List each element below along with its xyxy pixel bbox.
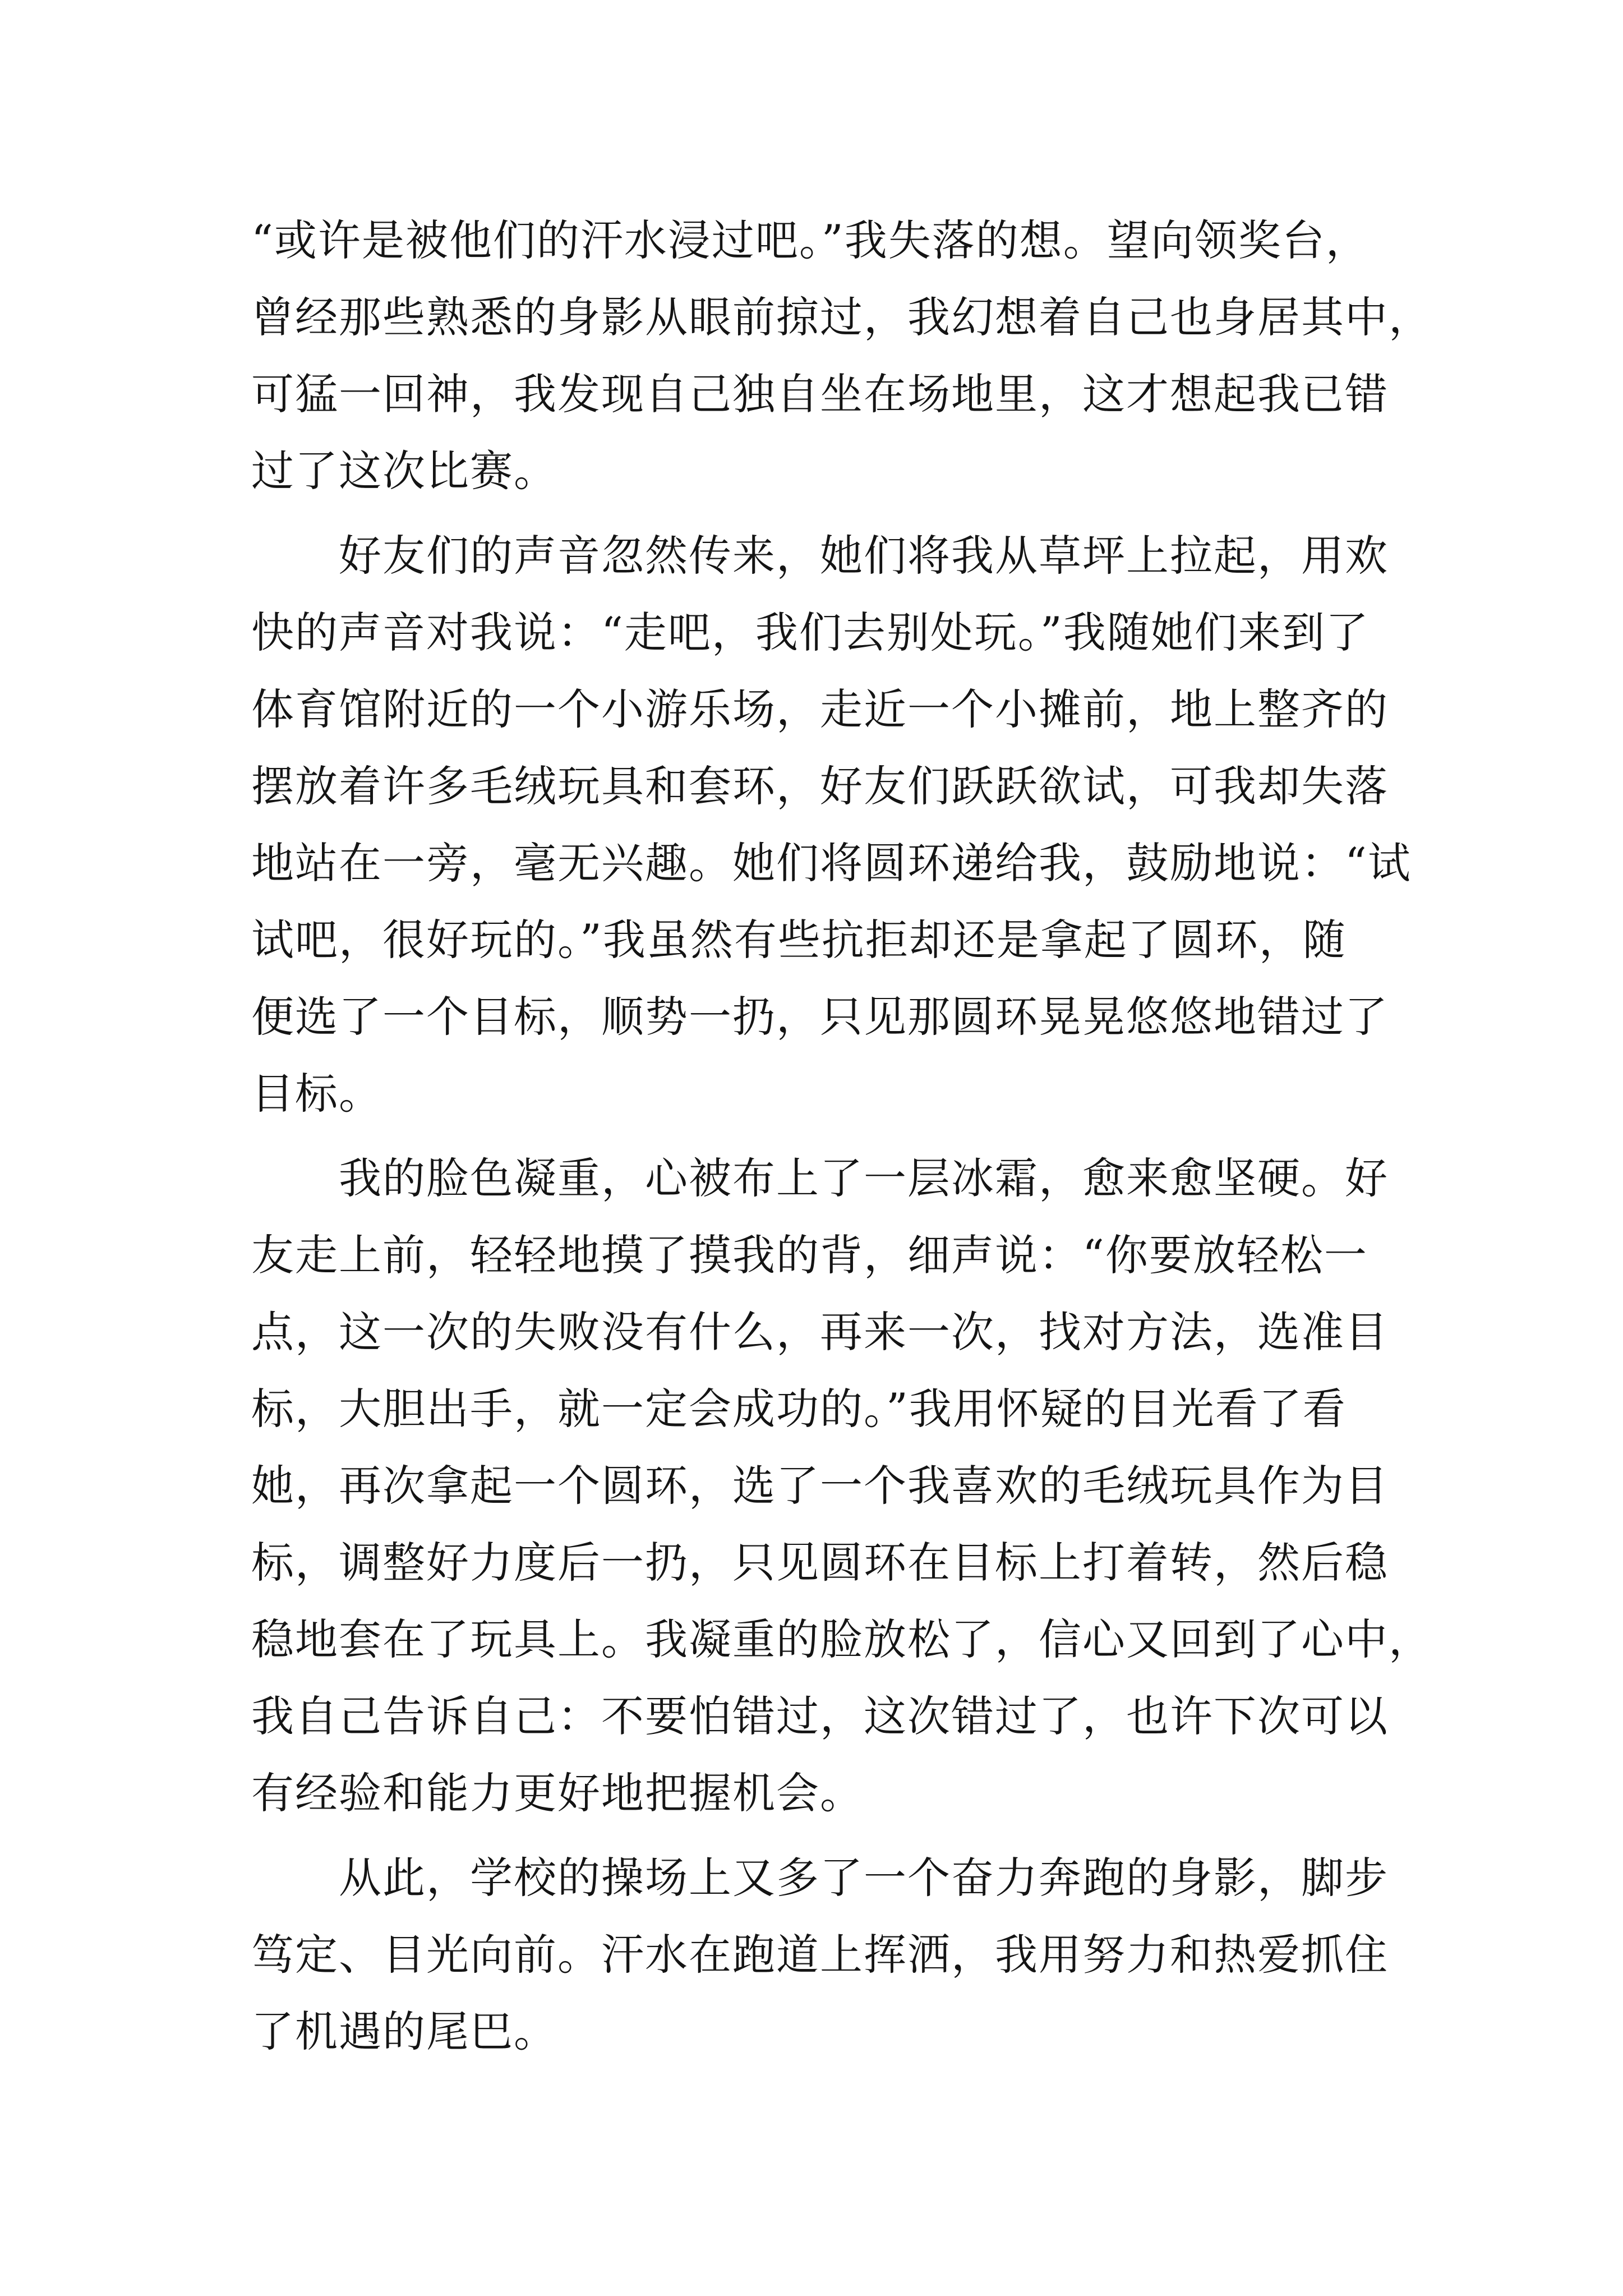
text-line: 目标。 — [251, 1069, 382, 1119]
text-line: 可猛一回神，我发现自己独自坐在场地里，这才想起我已错 — [251, 369, 1389, 419]
paragraph — [251, 202, 1457, 509]
text-line: 她，再次拿起一个圆环，选了一个我喜欢的毛绒玩具作为目 — [251, 1461, 1389, 1511]
text-line: 曾经那些熟悉的身影从眼前掠过，我幻想着自己也身居其中， — [251, 292, 1432, 342]
text-line: 点，这一次的失败没有什么，再来一次，找对方法，选准目 — [251, 1307, 1389, 1357]
text-line: 从此，学校的操场上又多了一个奋力奔跑的身影，脚步 — [251, 1853, 1389, 1903]
text-line: 快的声音对我说：“走吧，我们去别处玩。”我随她们来到了 — [251, 608, 1370, 657]
paragraph-spacer — [251, 1832, 1457, 1839]
text-line: 笃定、目光向前。汗水在跑道上挥洒，我用努力和热爱抓住 — [251, 1930, 1389, 1980]
text-line: 摆放着许多毛绒玩具和套环，好友们跃跃欲试，可我却失落 — [251, 761, 1389, 811]
text-line: 我的脸色凝重，心被布上了一层冰霜，愈来愈坚硬。好 — [251, 1153, 1389, 1203]
text-line: 稳地套在了玩具上。我凝重的脸放松了，信心又回到了心中， — [251, 1614, 1432, 1664]
text-line: 好友们的声音忽然传来，她们将我从草坪上拉起，用欢 — [251, 531, 1389, 581]
text-line: 友走上前，轻轻地摸了摸我的背，细声说：“你要放轻松一 — [251, 1230, 1368, 1280]
text-line: 体育馆附近的一个小游乐场，走近一个小摊前，地上整齐的 — [251, 684, 1389, 734]
paragraph — [251, 1839, 1457, 2070]
text-line: “或许是被他们的汗水浸过吧。”我失落的想。望向领奖台， — [251, 215, 1370, 265]
paragraph — [251, 1140, 1457, 1832]
text-line: 便选了一个目标，顺势一扔，只见那圆环晃晃悠悠地错过了 — [251, 992, 1389, 1042]
text-line: 地站在一旁，毫无兴趣。她们将圆环递给我，鼓励地说：“试 — [251, 838, 1412, 888]
paragraph — [251, 517, 1457, 1132]
text-line: 标，大胆出手，就一定会成功的。”我用怀疑的目光看了看 — [251, 1384, 1347, 1434]
paragraph-spacer — [251, 509, 1457, 517]
text-line: 了机遇的尾巴。 — [251, 2007, 557, 2056]
text-line: 我自己告诉自己：不要怕错过，这次错过了，也许下次可以 — [251, 1691, 1389, 1741]
text-line: 有经验和能力更好地把握机会。 — [251, 1768, 864, 1818]
paragraph-spacer — [251, 1132, 1457, 1140]
text-line: 过了这次比赛。 — [251, 446, 557, 496]
text-line: 标，调整好力度后一扔，只见圆环在目标上打着转，然后稳 — [251, 1538, 1389, 1588]
text-line: 试吧，很好玩的。”我虽然有些抗拒却还是拿起了圆环，随 — [251, 915, 1347, 965]
essay-body — [251, 202, 1457, 2070]
